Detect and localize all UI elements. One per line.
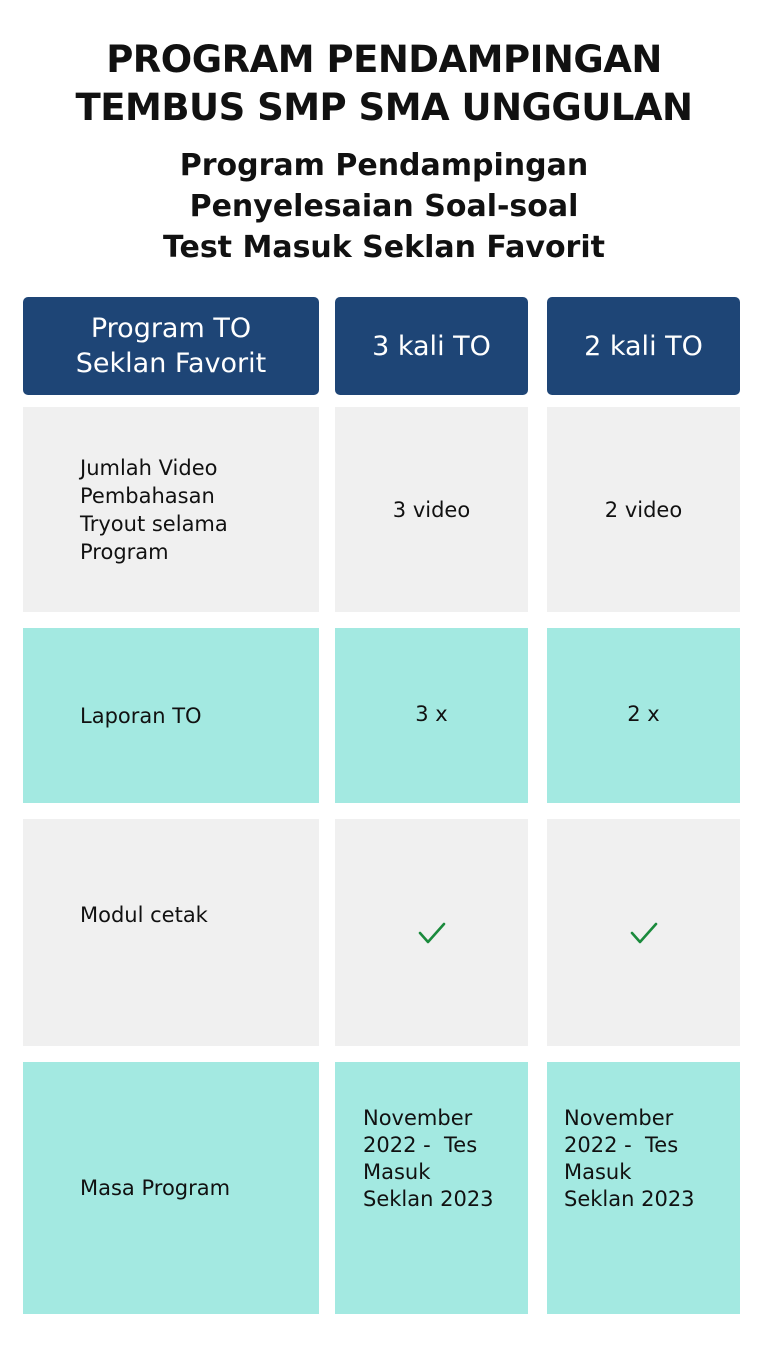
row-laporan-3to-cell bbox=[335, 628, 528, 803]
row-masa-2to-line-1: November bbox=[564, 1106, 674, 1130]
row-masa-3to-line-3: Masuk bbox=[363, 1160, 431, 1184]
header-3-kali-to-label: 3 kali TO bbox=[372, 330, 491, 362]
row-masa-3to-cell bbox=[335, 1062, 528, 1314]
row-video-label-line-1: Jumlah Video bbox=[80, 455, 218, 480]
row-masa-label: Masa Program bbox=[80, 1176, 231, 1200]
row-video-label-cell bbox=[23, 407, 319, 612]
header-2-kali-to-label: 2 kali TO bbox=[584, 330, 703, 362]
row-video-2to-cell bbox=[547, 407, 740, 612]
subtitle-line-2: Penyelesaian Soal-soal bbox=[189, 189, 579, 224]
row-laporan-label: Laporan TO bbox=[80, 703, 202, 728]
row-modul-label-cell bbox=[23, 819, 319, 1046]
title-line-2: TEMBUS SMP SMA UNGGULAN bbox=[75, 86, 693, 129]
row-masa-label-cell bbox=[23, 1062, 319, 1314]
header-program-line-2: Seklan Favorit bbox=[75, 348, 267, 379]
header-cell-2-kali-to bbox=[547, 297, 740, 395]
subtitle-line-1: Program Pendampingan bbox=[179, 148, 589, 183]
row-video-3to-cell bbox=[335, 407, 528, 612]
check-icon bbox=[418, 921, 446, 945]
page-title bbox=[0, 36, 768, 132]
page-subtitle bbox=[0, 145, 768, 268]
row-video-label-line-3: Tryout selama bbox=[80, 511, 228, 536]
row-video-3to-value: 3 video bbox=[392, 497, 471, 522]
row-modul-label: Modul cetak bbox=[80, 902, 208, 927]
header-cell-3-kali-to bbox=[335, 297, 528, 395]
check-icon bbox=[630, 921, 658, 945]
row-masa-3to-line-4: Seklan 2023 bbox=[363, 1187, 494, 1211]
row-masa-2to-cell bbox=[547, 1062, 740, 1314]
row-masa-3to-line-2: 2022 - Tes bbox=[363, 1133, 478, 1157]
row-video-label-line-2: Pembahasan bbox=[80, 483, 215, 508]
header-cell-program bbox=[23, 297, 319, 395]
row-modul-2to-cell bbox=[547, 819, 740, 1046]
subtitle-line-3: Test Masuk Seklan Favorit bbox=[163, 230, 605, 265]
row-masa-3to-line-1: November bbox=[363, 1106, 473, 1130]
row-laporan-3to-value: 3 x bbox=[415, 701, 448, 726]
row-masa-2to-line-4: Seklan 2023 bbox=[564, 1187, 695, 1211]
row-masa-2to-line-2: 2022 - Tes bbox=[564, 1133, 679, 1157]
row-video-label-line-4: Program bbox=[80, 539, 169, 564]
row-modul-3to-cell bbox=[335, 819, 528, 1046]
header-program-line-1: Program TO bbox=[90, 313, 252, 344]
row-laporan-label-cell bbox=[23, 628, 319, 803]
row-laporan-2to-cell bbox=[547, 628, 740, 803]
row-masa-2to-line-3: Masuk bbox=[564, 1160, 632, 1184]
title-line-1: PROGRAM PENDAMPINGAN bbox=[106, 38, 662, 81]
row-laporan-2to-value: 2 x bbox=[627, 701, 660, 726]
row-video-2to-value: 2 video bbox=[604, 497, 683, 522]
